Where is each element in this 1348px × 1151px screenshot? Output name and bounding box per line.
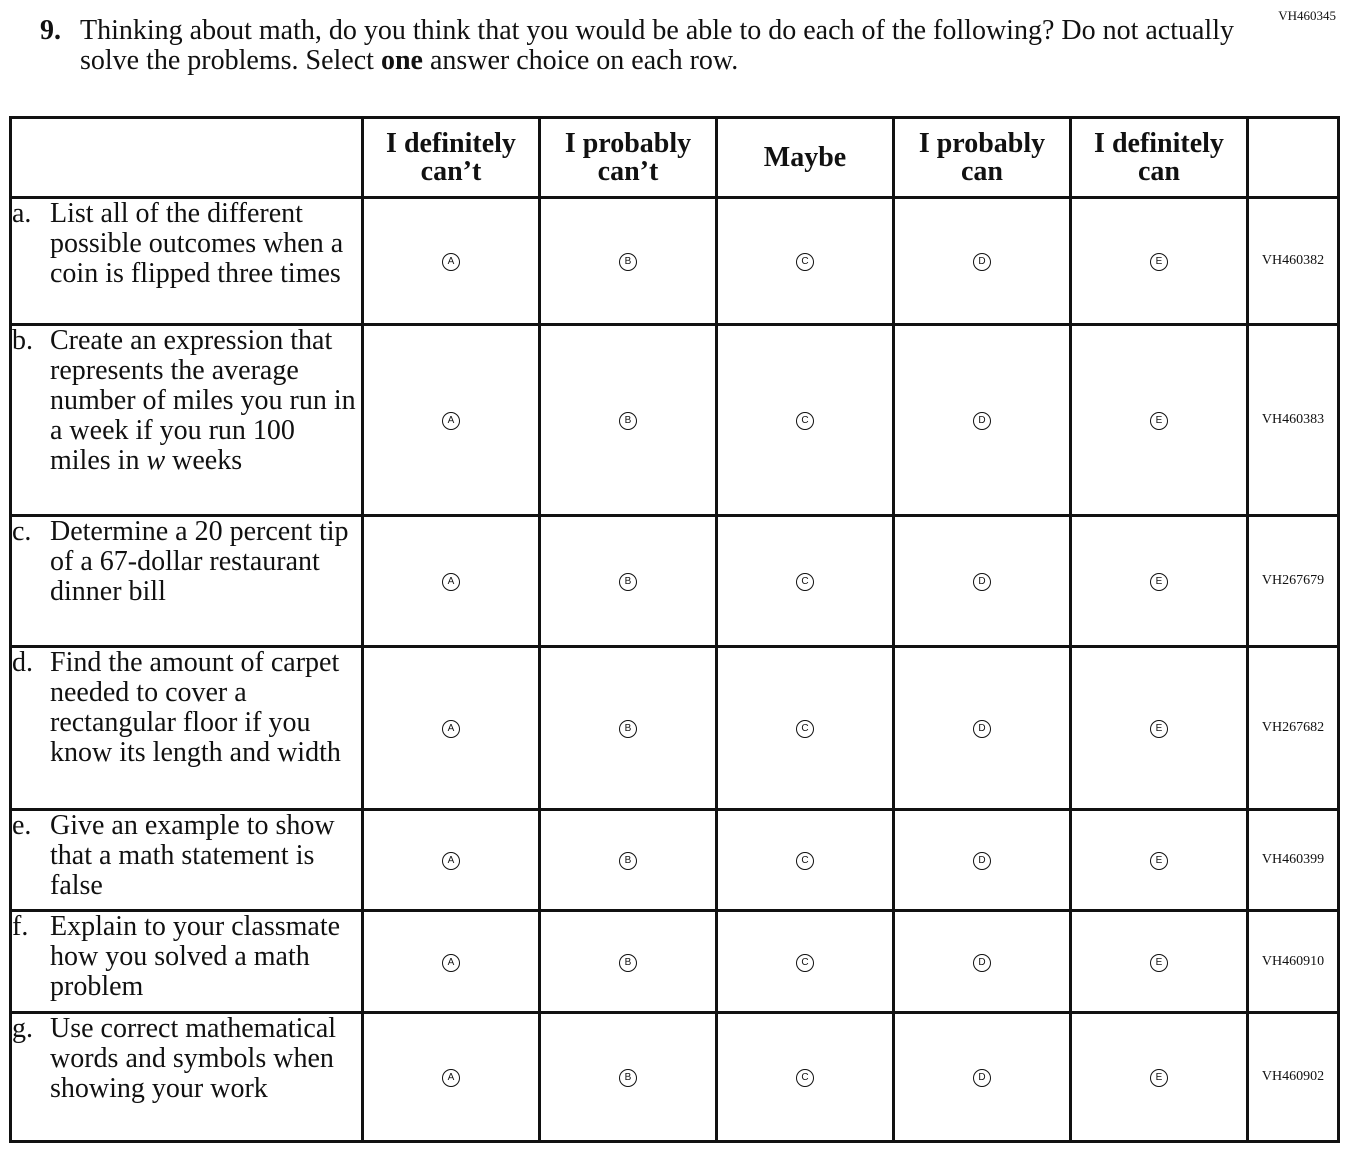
header-row [11, 118, 1339, 198]
option-cell [363, 516, 540, 647]
question-row [11, 809, 1339, 910]
answer-bubble-b[interactable]: B [619, 253, 637, 271]
answer-bubble-d[interactable]: D [973, 852, 991, 870]
option-cell [1071, 911, 1248, 1013]
option-cell [894, 809, 1071, 910]
row-letter: a. [12, 198, 32, 230]
option-cell [894, 911, 1071, 1013]
answer-bubble-c[interactable]: C [796, 720, 814, 738]
answer-bubble-c[interactable]: C [796, 852, 814, 870]
question-row [11, 646, 1339, 809]
statement-cell [11, 1013, 363, 1142]
row-item-id: VH460382 [1248, 198, 1339, 325]
option-cell [894, 646, 1071, 809]
row-item-id: VH267682 [1248, 646, 1339, 809]
row-item-id: VH460383 [1248, 324, 1339, 515]
question-row [11, 516, 1339, 647]
statement-text [50, 326, 361, 476]
option-cell [363, 911, 540, 1013]
option-cell [894, 324, 1071, 515]
option-cell [1071, 516, 1248, 647]
question-emphasis: one [380, 45, 423, 76]
answer-bubble-c[interactable]: C [796, 1069, 814, 1087]
answer-bubble-b[interactable]: B [619, 852, 637, 870]
answer-bubble-d[interactable]: D [973, 412, 991, 430]
answer-bubble-d[interactable]: D [973, 1069, 991, 1087]
question-text [80, 16, 1240, 76]
answer-bubble-c[interactable]: C [796, 573, 814, 591]
statement-part: weeks [165, 444, 243, 476]
answer-bubble-e[interactable]: E [1150, 1069, 1168, 1087]
option-cell [540, 516, 717, 647]
answer-bubble-c[interactable]: C [796, 412, 814, 430]
statement-variable: w [146, 444, 166, 476]
question-number: 9. [40, 15, 61, 46]
answer-bubble-b[interactable]: B [619, 954, 637, 972]
answer-bubble-a[interactable]: A [442, 1069, 460, 1087]
answer-bubble-a[interactable]: A [442, 253, 460, 271]
header-blank-cell [11, 118, 363, 198]
question-row [11, 324, 1339, 515]
answer-bubble-d[interactable]: D [973, 720, 991, 738]
column-header: Maybe [717, 118, 894, 198]
option-cell [363, 324, 540, 515]
statement-cell [11, 646, 363, 809]
header-id-cell [1248, 118, 1339, 198]
column-header: I definitely can’t [363, 118, 540, 198]
statement-text: Give an example to show that a math statement is false [50, 809, 335, 901]
row-item-id: VH267679 [1248, 516, 1339, 647]
row-letter: d. [12, 646, 33, 678]
answer-bubble-b[interactable]: B [619, 412, 637, 430]
statement-text: List all of the different possible outcomes when a coin is flipped three times [50, 198, 344, 290]
answer-bubble-a[interactable]: A [442, 852, 460, 870]
statement-cell [11, 809, 363, 910]
option-cell [540, 324, 717, 515]
option-cell [717, 198, 894, 325]
row-item-id: VH460399 [1248, 809, 1339, 910]
option-cell [540, 198, 717, 325]
column-header: I probably can [894, 118, 1071, 198]
option-cell [363, 809, 540, 910]
answer-bubble-e[interactable]: E [1150, 573, 1168, 591]
option-cell [717, 324, 894, 515]
statement-cell [11, 516, 363, 647]
answer-bubble-d[interactable]: D [973, 253, 991, 271]
column-header: I probably can’t [540, 118, 717, 198]
option-cell [894, 1013, 1071, 1142]
statement-text: Find the amount of carpet needed to cover a rectangular floor if you know its length and width [50, 646, 341, 768]
question-text-part: answer choice on each row. [422, 45, 739, 76]
option-cell [1071, 1013, 1248, 1142]
option-cell [540, 646, 717, 809]
question-text-part: Thinking about math, do you think that you would be able to do each of the following? Do not actually solve the problems. Select [80, 15, 1234, 76]
option-cell [1071, 646, 1248, 809]
option-cell [1071, 809, 1248, 910]
row-letter: e. [12, 809, 32, 841]
option-cell [1071, 198, 1248, 325]
answer-bubble-b[interactable]: B [619, 573, 637, 591]
answer-bubble-c[interactable]: C [796, 954, 814, 972]
statement-part: Create an expression that represents the average number of miles you run in a week if you run 100 miles in [50, 324, 356, 476]
option-cell [717, 1013, 894, 1142]
statement-cell [11, 198, 363, 325]
question-row [11, 911, 1339, 1013]
option-cell [717, 911, 894, 1013]
row-item-id: VH460910 [1248, 911, 1339, 1013]
response-grid [9, 116, 1340, 1143]
option-cell [363, 1013, 540, 1142]
answer-bubble-a[interactable]: A [442, 412, 460, 430]
option-cell [717, 516, 894, 647]
statement-text: Determine a 20 percent tip of a 67-dollar restaurant dinner bill [50, 516, 349, 608]
option-cell [717, 809, 894, 910]
answer-bubble-b[interactable]: B [619, 1069, 637, 1087]
option-cell [540, 809, 717, 910]
answer-bubble-b[interactable]: B [619, 720, 637, 738]
item-id-top: VH460345 [1278, 8, 1336, 23]
option-cell [717, 646, 894, 809]
question-row [11, 1013, 1339, 1142]
answer-bubble-c[interactable]: C [796, 253, 814, 271]
question [40, 16, 1240, 76]
question-row [11, 198, 1339, 325]
row-letter: b. [12, 324, 33, 356]
option-cell [540, 1013, 717, 1142]
answer-bubble-d[interactable]: D [973, 954, 991, 972]
row-letter: g. [12, 1013, 33, 1045]
answer-bubble-a[interactable]: A [442, 573, 460, 591]
answer-bubble-d[interactable]: D [973, 573, 991, 591]
answer-bubble-a[interactable]: A [442, 954, 460, 972]
answer-bubble-e[interactable]: E [1150, 720, 1168, 738]
answer-bubble-e[interactable]: E [1150, 412, 1168, 430]
option-cell [363, 198, 540, 325]
option-cell [894, 516, 1071, 647]
row-letter: f. [12, 911, 29, 943]
statement-cell [11, 911, 363, 1013]
option-cell [894, 198, 1071, 325]
answer-bubble-e[interactable]: E [1150, 852, 1168, 870]
statement-cell [11, 324, 363, 515]
option-cell [363, 646, 540, 809]
answer-bubble-e[interactable]: E [1150, 954, 1168, 972]
column-header: I definitely can [1071, 118, 1248, 198]
row-item-id: VH460902 [1248, 1013, 1339, 1142]
answer-bubble-a[interactable]: A [442, 720, 460, 738]
row-letter: c. [12, 516, 32, 548]
option-cell [1071, 324, 1248, 515]
answer-bubble-e[interactable]: E [1150, 253, 1168, 271]
statement-text: Use correct mathematical words and symbols when showing your work [50, 1013, 337, 1105]
option-cell [540, 911, 717, 1013]
statement-text: Explain to your classmate how you solved a math problem [50, 911, 341, 1003]
